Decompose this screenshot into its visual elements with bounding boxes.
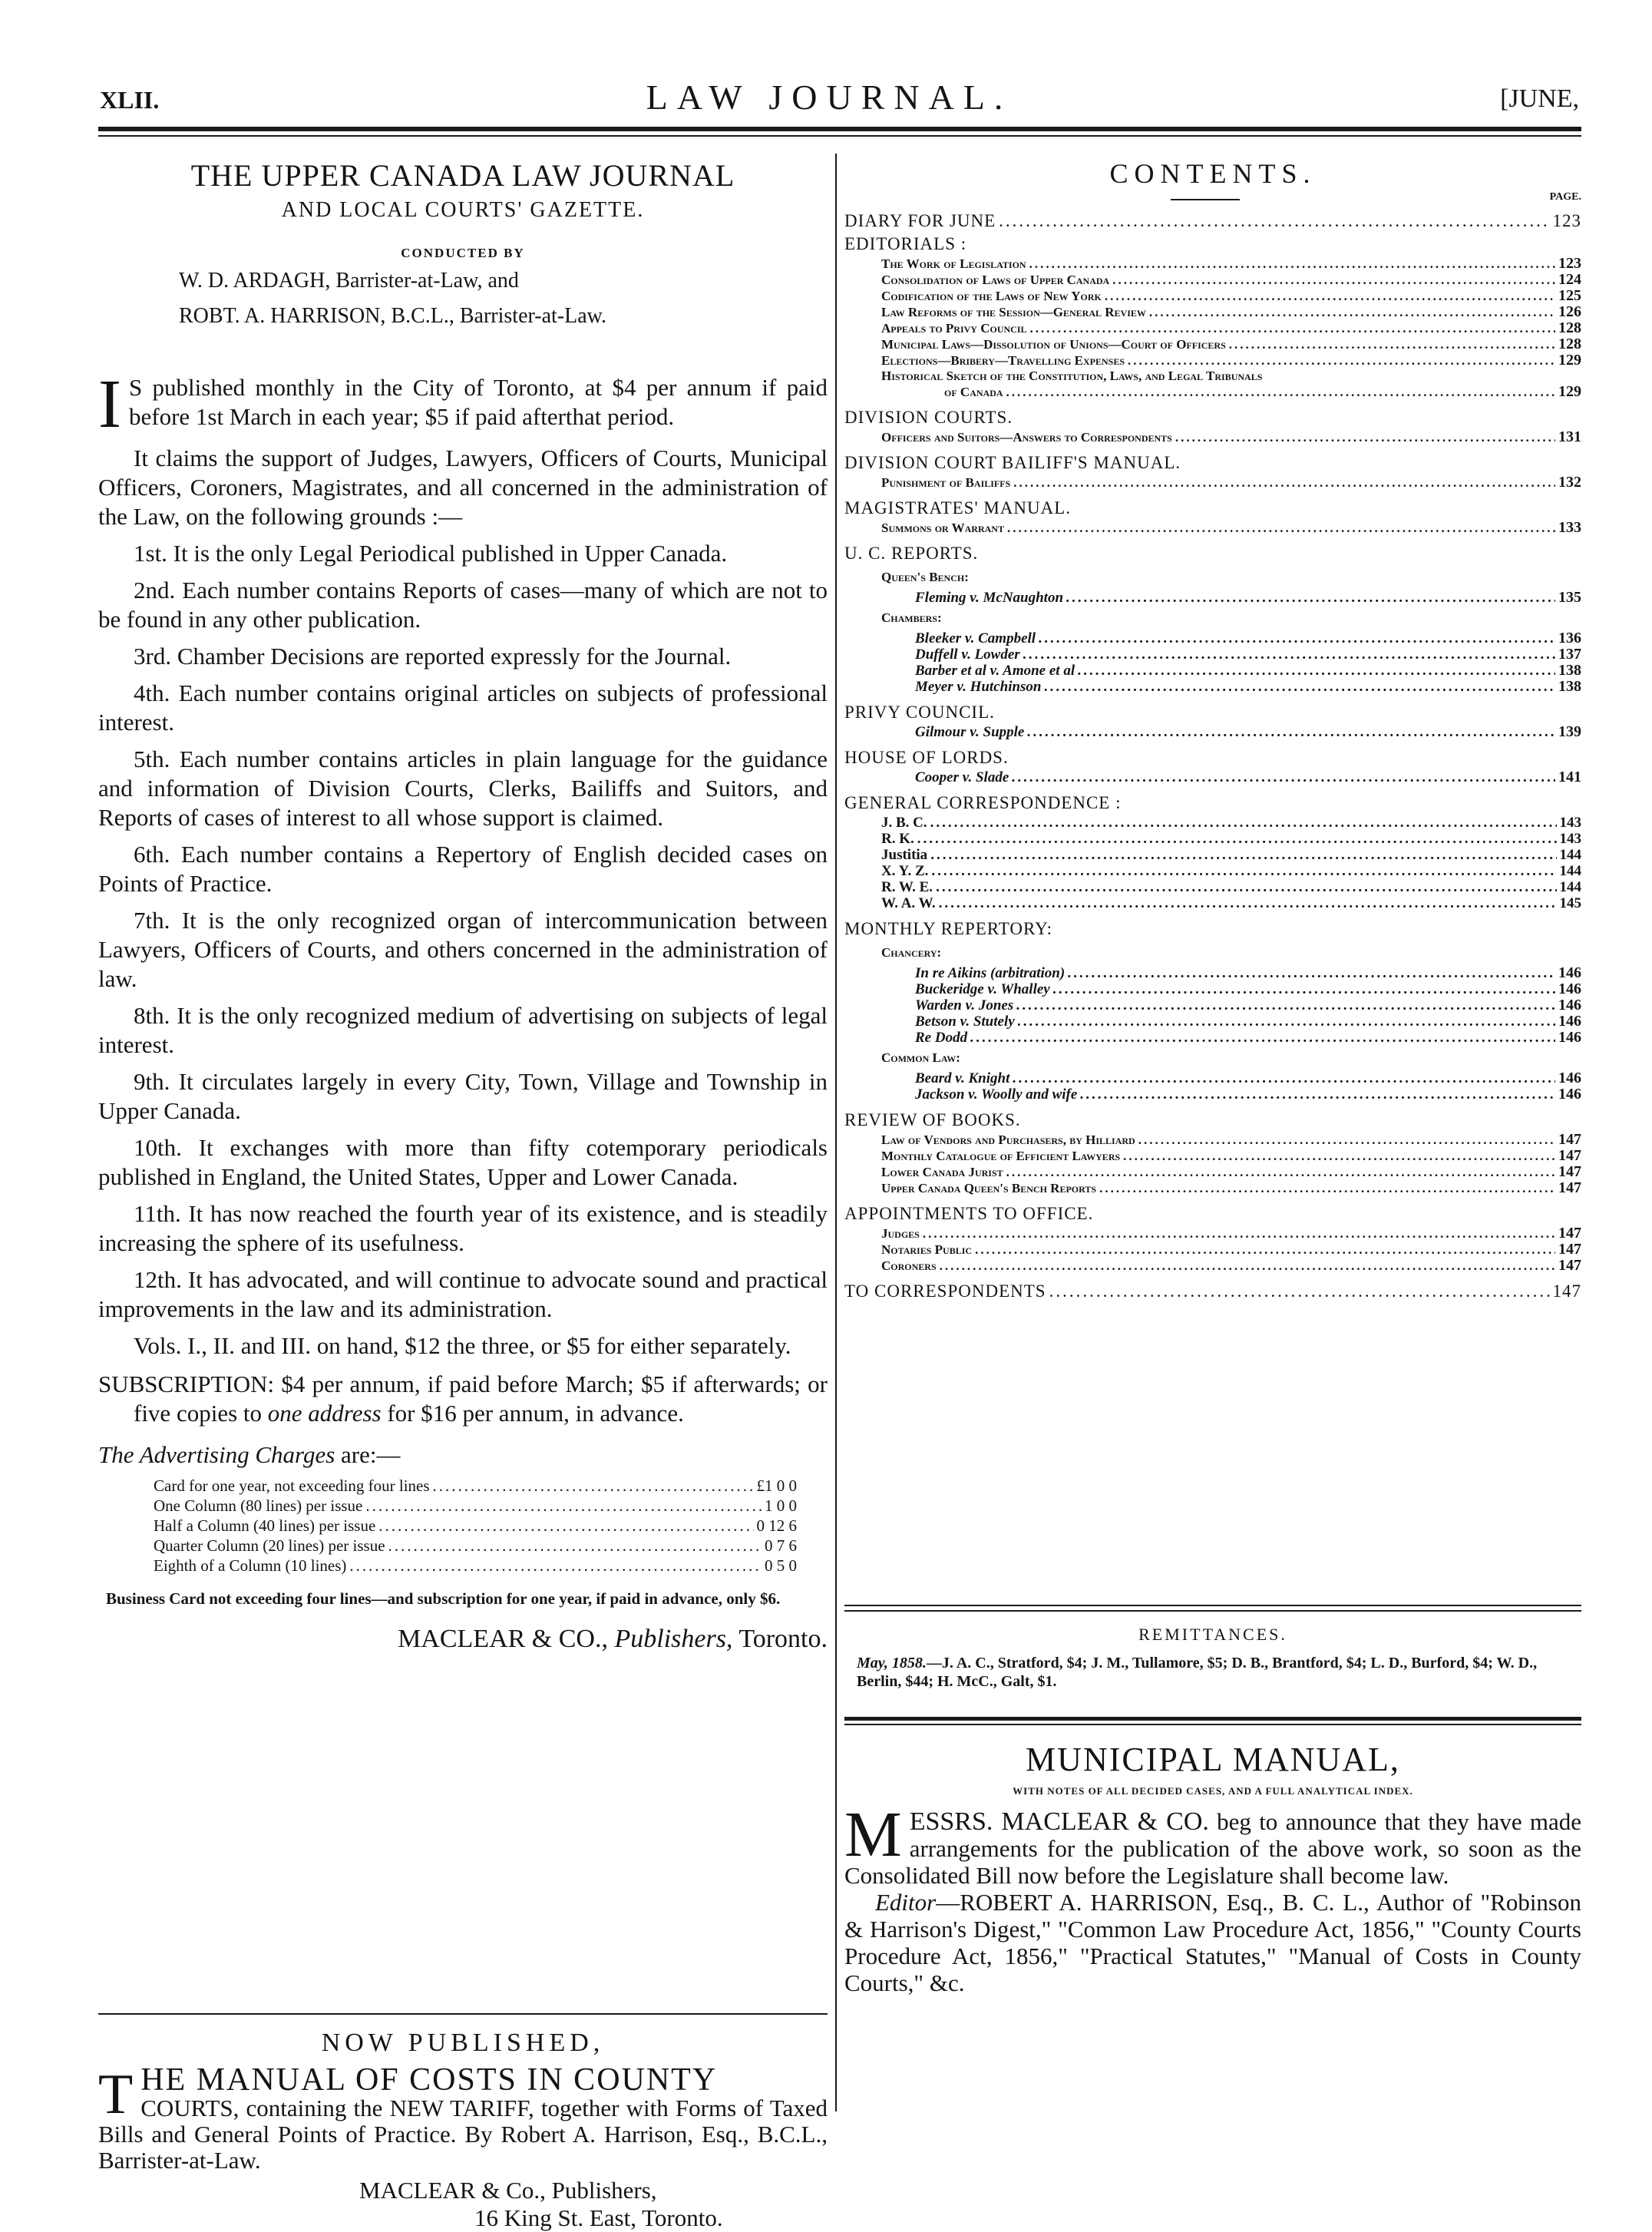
toc-case-title: Warden v. Jones [915,997,1014,1013]
toc-correspondent-title: W. A. W. [881,895,936,911]
toc-review-entry-page: 147 [1558,1147,1581,1164]
toc-review-entry-title: Law of Vendors and Purchasers, by Hilliard [881,1133,1135,1147]
remittances-text [844,1654,1581,1691]
toc-case [844,663,1581,679]
toc-bailiffs-heading: DIVISION COURT BAILIFF'S MANUAL. [844,453,1181,472]
publishers-line [98,1625,828,1654]
toc-privy-council-heading: PRIVY COUNCIL. [844,703,995,722]
toc-queens-bench: Queen's Bench: [881,570,969,584]
dot-leader [1080,1086,1555,1103]
toc-bailiffs-entry-page: 132 [1558,474,1581,491]
dot-leader [1012,769,1555,785]
toc-appointment-entry [844,1242,1581,1258]
municipal-subtitle: WITH NOTES OF ALL DECIDED CASES, AND A FULL ANALYTICAL INDEX. [1013,1785,1413,1797]
contents-end-rule-2 [844,1610,1581,1612]
toc-editorial-entry-page: 129 [1558,352,1581,369]
dot-leader [1066,590,1555,606]
rate-row-page: 1 0 0 [765,1496,797,1515]
toc-case [844,769,1581,785]
toc-house-of-lords-heading: HOUSE OF LORDS. [844,748,1009,767]
toc-review-entry-page: 147 [1558,1163,1581,1180]
header-rule-thin [98,135,1581,137]
dot-leader [940,1258,1555,1274]
toc-correspondent-title: X. Y. Z. [881,863,929,879]
dot-leader [1105,289,1555,304]
publisher-name: MACLEAR & CO., [398,1625,608,1653]
ground-item: 1st. It is the only Legal Periodical published in Upper Canada. [134,540,728,567]
toc-case-page: 138 [1558,662,1581,679]
toc-editorial-entry [844,336,1581,352]
toc-editorial-entry-title: Appeals to Privy Council [881,321,1027,336]
remittances-heading: REMITTANCES. [1138,1625,1287,1644]
dot-leader [388,1536,762,1556]
publisher-city: Toronto. [738,1625,828,1653]
toc-correspondent-page: 143 [1559,815,1581,831]
intro-paragraph [98,366,828,442]
rate-row [154,1536,797,1556]
dot-leader [999,210,1549,233]
toc-review-entry [844,1132,1581,1148]
toc-appointment-entry-page: 147 [1558,1225,1581,1242]
toc-correspondent-title: Justitia [881,847,928,863]
dot-leader [1078,663,1555,679]
toc-case-page: 138 [1558,678,1581,695]
masthead-subtitle: AND LOCAL COURTS' GAZETTE. [281,198,645,222]
dot-leader [378,1516,753,1536]
ground-item: 2nd. Each number contains Reports of cases—many of which are not to be found in any other publication. [98,577,828,633]
toc-editorial-entry-title: Codification of the Laws of New York [881,289,1102,303]
toc-correspondent-title: R. K. [881,831,914,847]
toc-appointment-entry-page: 147 [1558,1241,1581,1258]
toc-editorial-entry-title: Elections—Bribery—Travelling Expenses [881,353,1125,368]
contents-short-rule [1171,199,1240,200]
dot-leader [349,1556,762,1576]
rate-row [154,1556,797,1576]
dot-leader [1027,724,1555,740]
dot-leader [1123,1149,1555,1164]
toc-correspondent [844,863,1581,879]
dot-leader [1007,521,1555,536]
toc-editorial-entry-title: Historical Sketch of the Constitution, Laws, and Legal Tribunals [881,369,1263,383]
municipal-dropcap: M [844,1799,902,1870]
toc-repertory-heading: MONTHLY REPERTORY: [844,919,1052,938]
toc-correspondent [844,815,1581,831]
intro-section [98,366,828,1654]
toc-case-page: 141 [1558,769,1581,785]
dot-leader [1175,430,1555,445]
toc-common-law: Common Law: [881,1050,960,1065]
toc-editorial-entry-page: 129 [1558,383,1581,400]
toc-case-title: Bleeker v. Campbell [915,630,1036,646]
toc-case-title: Re Dodd [915,1030,968,1046]
toc-case-title: Cooper v. Slade [915,769,1009,785]
toc-editorial-entry-title: Consolidation of Laws of Upper Canada [881,273,1110,287]
toc-case-title: Buckeridge v. Whalley [915,981,1050,997]
toc-review-entry-page: 147 [1558,1179,1581,1196]
toc-correspondent-title: J. B. C. [881,815,927,831]
toc-diary-title: DIARY FOR JUNE [844,211,996,230]
intro-text: S published monthly in the City of Toronto, at $4 per annum if paid before 1st March in each year; $5 if paid afterthat period. [128,374,828,430]
toc-editorial-entry-page: 128 [1558,336,1581,352]
header-rule-thick [98,127,1581,131]
dot-leader [923,1226,1555,1242]
toc-appointment-entry-page: 147 [1558,1257,1581,1274]
subscription-text-2: for $16 per annum, in advance. [387,1400,684,1427]
masthead [98,157,828,329]
toc-case-title: Barber et al v. Amone et al [915,663,1075,679]
rate-row-title: Half a Column (40 lines) per issue [154,1516,376,1535]
toc-case [844,997,1581,1013]
dot-leader [936,879,1556,895]
toc-chancery: Chancery: [881,945,942,960]
toc-to-correspondents-title: TO CORRESPONDENTS [844,1281,1046,1301]
toc-review-entry-page: 147 [1558,1131,1581,1148]
ground-item: 7th. It is the only recognized organ of intercommunication between Lawyers, Officers of Courts, and others concerned in the administration of law. [98,907,828,992]
toc-case-title: Jackson v. Woolly and wife [915,1086,1078,1103]
page-numeral: XLII. [100,86,160,114]
toc-bailiffs-entry [844,475,1581,491]
contents-list [844,210,1581,1303]
subscription-label: SUBSCRIPTION: [98,1371,275,1397]
left-divider-rule [98,2013,828,2015]
remittances-list: —J. A. C., Stratford, $4; J. M., Tullamore, $5; D. B., Brantford, $4; L. D., Burford, $4; W. D., Berlin, $44; H. McC., Galt, $1. [857,1655,1538,1690]
toc-case [844,965,1581,981]
dot-leader [1029,256,1555,272]
toc-editorial-entry [844,384,1581,400]
toc-case [844,679,1581,695]
toc-review-heading: REVIEW OF BOOKS. [844,1110,1021,1129]
toc-editorial-entry [844,369,1581,384]
toc-editorial-entry-title: Law Reforms of the Session—General Review [881,305,1146,319]
toc-diary-page: 123 [1552,211,1581,230]
toc-review-entry-title: Lower Canada Jurist [881,1165,1003,1179]
ground-item: 10th. It exchanges with more than fifty cotemporary periodicals published in England, the United States, Upper and Lower Canada. [98,1134,828,1190]
journal-title: LAW JOURNAL. [646,78,1013,117]
toc-editorial-entry [844,256,1581,272]
dot-leader [433,1476,754,1496]
manual-publisher: MACLEAR & Co., Publishers, [359,2177,657,2204]
toc-magistrates-entry-page: 133 [1558,519,1581,536]
toc-division-entry-page: 131 [1558,428,1581,445]
municipal-rule-thin [844,1724,1581,1725]
toc-to-correspondents [844,1280,1581,1303]
page-label: PAGE. [1549,191,1581,203]
contents-heading: CONTENTS. [1109,158,1317,189]
toc-editorial-entry-page: 125 [1558,287,1581,304]
contents-panel [844,157,1581,1303]
ground-item: 11th. It has now reached the fourth year of its existence, and is steadily increasing the sphere of its usefulness. [98,1200,828,1256]
municipal-lead: ESSRS. MACLEAR & CO. [909,1807,1209,1836]
ground-item: 5th. Each number contains articles in plain language for the guidance and information of Division Courts, Clerks, Bailiffs and Suitors, and Reports of cases of interest to all whose support is claimed. [98,746,828,831]
municipal-body: beg to announce that they have made arrangements for the publication of the above work, so soon as the Consolidated Bill now before the Legislature shall become law. [844,1808,1581,1889]
dot-leader [1030,321,1556,336]
toc-case-page: 146 [1558,964,1581,981]
toc-magistrates-entry-title: Summons or Warrant [881,521,1004,535]
toc-editorial-entry-title: Municipal Laws—Dissolution of Unions—Court of Officers [881,337,1226,352]
toc-case-page: 146 [1558,1013,1581,1030]
toc-correspondent-title: R. W. E. [881,879,933,895]
toc-case [844,646,1581,663]
dot-leader [917,831,1557,847]
toc-case [844,1030,1581,1046]
grounds-list [98,539,828,1324]
toc-case-page: 139 [1558,723,1581,740]
rate-row-page: 0 5 0 [765,1556,797,1575]
toc-case [844,724,1581,740]
ground-item: 4th. Each number contains original articles on subjects of professional interest. [98,680,828,736]
intro-claims: It claims the support of Judges, Lawyers, Officers of Courts, Municipal Officers, Coroners, Magistrates, and all concerned in the administration of the Law, on the following grounds :— [98,445,828,530]
manual-address: 16 King St. East, Toronto. [474,2204,723,2231]
publisher-role: Publishers, [614,1625,733,1653]
manual-dropcap: T [98,2063,134,2126]
toc-review-entry [844,1148,1581,1164]
toc-division-entry [844,429,1581,445]
toc-magistrates-heading: MAGISTRATES' MANUAL. [844,498,1072,517]
manual-of-costs [98,2062,828,2232]
toc-case-title: Beard v. Knight [915,1070,1010,1086]
toc-correspondent [844,879,1581,895]
toc-appointment-entry-title: Coroners [881,1258,937,1273]
toc-editorial-entry [844,272,1581,288]
rate-row-title: One Column (80 lines) per issue [154,1496,363,1515]
toc-case-title: In re Aikins (arbitration) [915,965,1066,981]
toc-editorial-entry [844,288,1581,304]
month-label: [JUNE, [1500,84,1579,113]
toc-review-entry-title: Monthly Catalogue of Efficient Lawyers [881,1149,1121,1163]
dot-leader [930,847,1556,863]
municipal-editor [844,1889,1581,1996]
toc-appointment-entry-title: Notaries Public [881,1242,973,1257]
toc-editorial-entry [844,304,1581,320]
column-divider [835,154,837,2111]
dot-leader [1229,337,1555,352]
toc-diary [844,210,1581,233]
masthead-title: THE UPPER CANADA LAW JOURNAL [190,158,735,193]
toc-case-title: Fleming v. McNaughton [915,590,1064,606]
manual-body: COURTS, containing the NEW TARIFF, together with Forms of Taxed Bills and General Points of Practice. By Robert A. Harrison, Esq., B.C.L., Barrister-at-Law. [98,2095,828,2174]
toc-editorial-entry-page: 126 [1558,303,1581,320]
now-published-block [98,2029,828,2058]
toc-correspondent [844,831,1581,847]
ground-item: 12th. It has advocated, and will continue to advocate sound and practical improvements in the law and its administration. [98,1266,828,1322]
toc-editorial-entry [844,320,1581,336]
dot-leader [1018,1013,1555,1030]
dot-leader [1149,305,1555,320]
ground-item: 3rd. Chamber Decisions are reported expressly for the Journal. [134,643,732,670]
dot-leader [1045,679,1556,695]
toc-appointment-entry [844,1258,1581,1274]
toc-magistrates-entry [844,520,1581,536]
toc-review-entry-title: Upper Canada Queen's Bench Reports [881,1181,1097,1195]
dot-leader [1023,646,1555,663]
dot-leader [365,1496,762,1516]
dot-leader [1013,475,1555,491]
advertising-heading-italic: The Advertising Charges [98,1441,335,1468]
toc-case [844,1086,1581,1103]
toc-case-title: Gilmour v. Supple [915,724,1025,740]
rate-row-title: Quarter Column (20 lines) per issue [154,1536,385,1555]
municipal-editor-label: Editor [875,1889,937,1916]
rate-row-page: 0 12 6 [756,1516,797,1535]
toc-case-title: Meyer v. Hutchinson [915,679,1042,695]
toc-correspondent-page: 144 [1559,879,1581,895]
municipal-editor-text: —ROBERT A. HARRISON, Esq., B. C. L., Author of "Robinson & Harrison's Digest," "Common Law Procedure Act, 1856," "County Courts Procedure Act, 1856," "Practical Statutes," "Manual of Costs in County Courts," &c. [844,1889,1581,1996]
dot-leader [975,1242,1555,1258]
advertising-heading [98,1440,828,1470]
ground-item: 8th. It is the only recognized medium of advertising on subjects of legal interest. [98,1002,828,1058]
toc-correspondence-heading: GENERAL CORRESPONDENCE : [844,793,1122,812]
toc-correspondent [844,895,1581,911]
toc-editorial-entry-page: 123 [1558,255,1581,272]
toc-editorial-entry-page: 128 [1558,319,1581,336]
subscription-text: $4 per annum, if paid before March; $5 if afterwards; or five copies to [134,1371,828,1427]
intro-dropcap: I [98,366,121,442]
remittances-date: May, 1858. [857,1655,927,1672]
toc-chambers: Chambers: [881,610,942,625]
toc-case-page: 146 [1558,1086,1581,1103]
toc-appointments-heading: APPOINTMENTS TO OFFICE. [844,1204,1094,1223]
dot-leader [1068,965,1555,981]
toc-case [844,1013,1581,1030]
toc-correspondent-page: 145 [1559,895,1581,911]
dot-leader [1013,1070,1555,1086]
dot-leader [1112,273,1555,288]
toc-case-page: 146 [1558,1029,1581,1046]
subscription-note [98,1370,828,1428]
dot-leader [1099,1181,1555,1196]
toc-bailiffs-entry-title: Punishment of Bailiffs [881,475,1011,490]
dot-leader [1128,353,1555,369]
toc-case-page: 146 [1558,1070,1581,1086]
municipal-announcement [844,1799,1581,1889]
rate-row-title: Eighth of a Column (10 lines) [154,1556,347,1575]
ground-item: 6th. Each number contains a Repertory of English decided cases on Points of Practice. [98,841,828,897]
toc-case [844,630,1581,646]
dot-leader [1016,997,1555,1013]
dot-leader [930,815,1557,831]
rate-row-page: 0 7 6 [765,1536,797,1555]
toc-case [844,1070,1581,1086]
now-published-heading: NOW PUBLISHED, [321,2029,605,2057]
dot-leader [1006,385,1555,400]
toc-case-page: 135 [1558,589,1581,606]
rate-row-title: Card for one year, not exceeding four lines [154,1476,430,1495]
toc-editorial-entry-title: of Canada [944,385,1003,399]
toc-editorial-entry-page: 124 [1558,271,1581,288]
conducted-by: CONDUCTED BY [401,246,525,260]
rate-row [154,1516,797,1536]
dot-leader [1053,981,1555,997]
volumes-note: Vols. I., II. and III. on hand, $12 the three, or $5 for either separately. [134,1332,791,1359]
toc-editorial-entry [844,352,1581,369]
toc-case-title: Duffell v. Lowder [915,646,1020,663]
dot-leader [970,1030,1555,1046]
toc-case-page: 146 [1558,997,1581,1013]
toc-review-entry [844,1180,1581,1196]
advertising-heading-tail: are:— [341,1441,401,1468]
toc-appointment-entry-title: Judges [881,1226,920,1241]
rate-row [154,1496,797,1516]
toc-appointment-entry [844,1225,1581,1242]
toc-case-title: Betson v. Stutely [915,1013,1015,1030]
toc-case-page: 136 [1558,630,1581,646]
toc-editorial-entry-title: The Work of Legislation [881,256,1026,271]
toc-correspondent-page: 143 [1559,831,1581,847]
rate-row-page: £1 0 0 [756,1476,797,1495]
toc-case [844,590,1581,606]
business-card-note: Business Card not exceeding four lines—and subscription for one year, if paid in advance, only $6. [106,1589,781,1608]
dot-leader [1006,1165,1555,1180]
manual-title: HE MANUAL OF COSTS IN COUNTY [140,2062,718,2098]
contents-end-rule-1 [844,1605,1581,1606]
dot-leader [1138,1133,1555,1148]
remittances-block [844,1625,1581,1691]
dot-leader [939,895,1557,911]
dot-leader [931,863,1556,879]
toc-division-courts-heading: DIVISION COURTS. [844,408,1013,427]
toc-case [844,981,1581,997]
advertising-rates [98,1476,828,1576]
toc-editorials-heading: EDITORIALS : [844,234,967,253]
toc-division-entry-title: Officers and Suitors—Answers to Correspondents [881,430,1172,445]
toc-correspondent [844,847,1581,863]
toc-case-page: 146 [1558,980,1581,997]
toc-correspondent-page: 144 [1559,863,1581,879]
subscription-address: one address [267,1400,382,1427]
toc-review-entry [844,1164,1581,1180]
toc-to-correspondents-page: 147 [1552,1281,1581,1301]
toc-correspondent-page: 144 [1559,847,1581,863]
editor-line-2: ROBT. A. HARRISON, B.C.L., Barrister-at-Law. [179,304,607,328]
municipal-title: MUNICIPAL MANUAL, [1026,1741,1400,1778]
dot-leader [1039,630,1555,646]
municipal-manual-block [844,1740,1581,1996]
toc-case-page: 137 [1558,646,1581,663]
toc-uc-reports-heading: U. C. REPORTS. [844,544,979,563]
dot-leader [1049,1280,1550,1303]
ground-item: 9th. It circulates largely in every City, Town, Village and Township in Upper Canada. [98,1068,828,1124]
editor-line-1: W. D. ARDAGH, Barrister-at-Law, and [179,269,519,293]
municipal-rule-thick [844,1717,1581,1721]
rate-row [154,1476,797,1496]
